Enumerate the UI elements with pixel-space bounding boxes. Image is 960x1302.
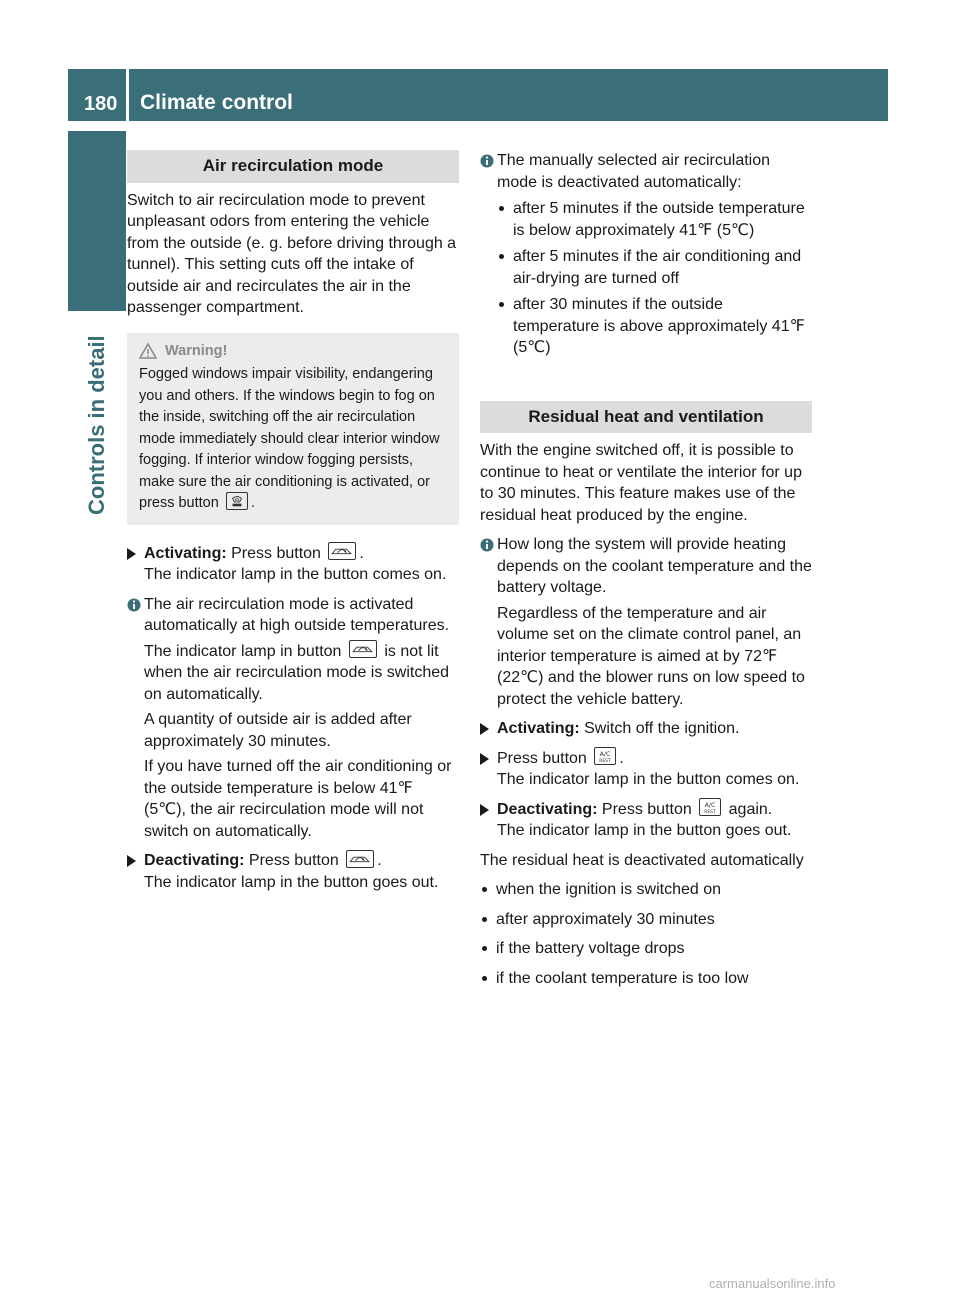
step-arrow-icon — [127, 855, 136, 867]
info-paragraph: If you have turned off the air conditioning or the outside temperature is below 41℉ (5℃), the air recirculation mode will not switch on automatically. — [144, 758, 452, 840]
section-heading-residual-heat: Residual heat and ventilation — [480, 401, 812, 434]
info-paragraph: A quantity of outside air is added after approximately 30 minutes. — [144, 711, 412, 750]
step-deactivating — [480, 799, 812, 842]
warning-text: Fogged windows impair visibility, endangering you and others. If the windows begin to fog on the inside, switching off the air recirculation mode immediately should clear interior window fogging. If interior window fogging persists, make sure the air conditioning is activated, or press button — [139, 366, 440, 511]
bullet-icon — [482, 976, 487, 981]
info-icon — [480, 536, 494, 553]
info-text: The indicator lamp in button — [144, 642, 342, 660]
recirculation-button-icon — [346, 850, 374, 868]
step-text: Press button — [601, 800, 692, 818]
list-item — [480, 879, 812, 901]
page-title: Climate control — [140, 91, 293, 114]
bullet-icon — [499, 206, 504, 211]
step-press-button — [480, 748, 812, 791]
info-paragraph: The air recirculation mode is activated automatically at high outside temperatures. — [144, 595, 450, 634]
info-paragraph: Regardless of the temperature and air volume set on the climate control panel, an interior temperature is aimed at by 72℉ (22℃) and the blower runs on low speed to protect the vehicle battery. — [497, 604, 805, 708]
bullet-icon — [499, 302, 504, 307]
step-result: The indicator lamp in the button goes out. — [497, 822, 792, 839]
list-item-text: after 30 minutes if the outside temperature is above approximately 41℉ (5℃) — [513, 296, 805, 356]
step-result: The indicator lamp in the button comes on. — [497, 771, 800, 788]
list-item-text: after approximately 30 minutes — [496, 910, 715, 928]
intro-paragraph: With the engine switched off, it is possible to continue to heat or ventilate the interior for up to 30 minutes. This feature makes use of the residual heat produced by the engine. — [480, 442, 802, 524]
list-item-text: if the coolant temperature is too low — [496, 969, 749, 987]
step-activating — [480, 718, 812, 740]
step-arrow-icon — [480, 723, 489, 735]
list-item-text: if the battery voltage drops — [496, 940, 685, 957]
step-end: . — [377, 852, 382, 869]
warning-title-text: Warning! — [165, 342, 228, 359]
step-arrow-icon — [480, 753, 489, 765]
info-note-auto-deactivation — [480, 150, 812, 359]
defrost-max-button-icon — [226, 492, 248, 510]
header-divider — [126, 69, 129, 121]
step-label: Deactivating: — [144, 852, 245, 869]
info-note-heating-duration — [480, 534, 812, 710]
step-result: The indicator lamp in the button comes on. — [144, 566, 447, 583]
step-deactivating — [127, 850, 459, 893]
step-text: Press button — [497, 749, 587, 767]
list-item — [497, 246, 812, 289]
side-tab — [68, 131, 126, 311]
info-icon — [480, 152, 494, 169]
ac-rest-button-icon — [594, 747, 616, 765]
svg-text:REST: REST — [704, 810, 716, 816]
step-arrow-icon — [480, 804, 489, 816]
auto-off-paragraph: The residual heat is deactivated automatically — [480, 851, 804, 869]
list-item — [480, 909, 812, 931]
warning-title — [139, 341, 447, 363]
info-icon — [127, 596, 141, 613]
step-arrow-icon — [127, 548, 136, 560]
step-end: again. — [728, 800, 773, 818]
step-activating — [127, 543, 459, 586]
bullet-icon — [482, 887, 487, 892]
svg-text:A/C: A/C — [599, 751, 611, 759]
step-end: . — [619, 749, 624, 767]
info-paragraph — [144, 641, 459, 706]
list-item-text: when the ignition is switched on — [496, 881, 722, 898]
svg-text:REST: REST — [599, 759, 611, 765]
warning-box — [127, 333, 459, 525]
list-item-text: after 5 minutes if the air conditioning and air-drying are turned off — [513, 248, 802, 287]
bullet-icon — [482, 946, 487, 951]
step-label: Deactivating: — [497, 800, 598, 818]
step-result: The indicator lamp in the button goes out. — [144, 873, 439, 891]
step-label: Activating: — [497, 720, 580, 737]
intro-paragraph: Switch to air recirculation mode to prevent unpleasant odors from entering the vehicle from the outside (e. g. before driving through a tunnel). This setting cuts off the intake of outside air and recirculates the air in the passenger compartment. — [127, 191, 457, 316]
recirculation-button-icon — [349, 640, 377, 658]
info-text: is not lit when the air recirculation mode is switched on automatically. — [144, 642, 450, 703]
list-item — [480, 938, 812, 960]
step-text: Press button — [231, 544, 321, 562]
left-column — [127, 150, 459, 901]
info-note-auto-activation — [127, 594, 459, 843]
list-item — [480, 968, 812, 990]
side-tab-label: Controls in detail — [84, 335, 109, 515]
page-number: 180 — [84, 93, 118, 115]
list-item — [497, 294, 812, 359]
bullet-icon — [499, 254, 504, 259]
warning-triangle-icon — [139, 343, 157, 359]
recirculation-button-icon — [328, 542, 356, 560]
list-item-text: after 5 minutes if the outside temperature is below approximately 41℉ (5℃) — [513, 200, 805, 239]
section-heading-air-recirculation: Air recirculation mode — [127, 150, 459, 183]
step-end: . — [359, 544, 364, 562]
info-paragraph: How long the system will provide heating depends on the coolant temperature and the battery voltage. — [497, 536, 812, 596]
ac-rest-button-icon — [699, 798, 721, 816]
step-label: Activating: — [144, 544, 227, 562]
step-text: Switch off the ignition. — [584, 720, 740, 737]
step-text: Press button — [248, 852, 339, 869]
footer-watermark[interactable]: carmanualsonline.info — [709, 1276, 836, 1291]
svg-text:A/C: A/C — [704, 802, 716, 810]
info-paragraph: The manually selected air recirculation mode is deactivated automatically: — [497, 152, 771, 191]
right-column — [480, 150, 812, 989]
bullet-icon — [482, 917, 487, 922]
list-item — [497, 198, 812, 241]
warning-end: . — [250, 495, 255, 511]
